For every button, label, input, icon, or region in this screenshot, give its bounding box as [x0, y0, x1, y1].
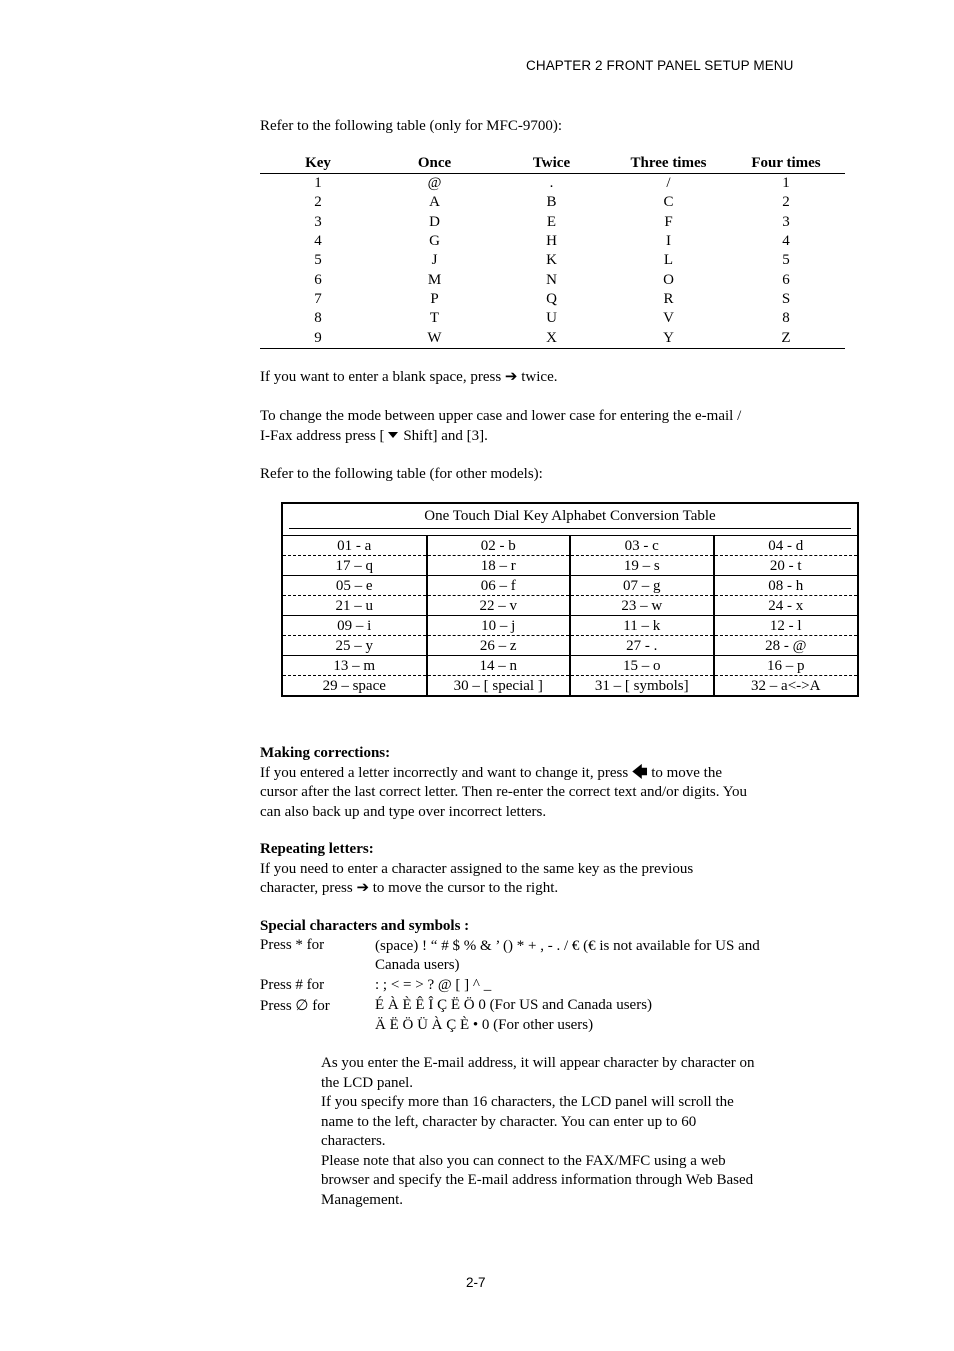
table-row — [260, 193, 845, 212]
table-cell: 3 — [314, 213, 322, 230]
table-cell: F — [664, 213, 673, 230]
table-cell: 06 – f — [427, 576, 571, 596]
corrections-line2: cursor after the last correct letter. Then re-enter the correct text and/or digits. You — [260, 784, 748, 800]
table-cell: 3 — [782, 213, 790, 230]
note-line: browser and specify the E-mail address information through Web Based — [321, 1172, 754, 1188]
header-key: Key — [260, 154, 376, 174]
table-cell: 5 — [314, 252, 322, 269]
table-cell: 2 — [314, 194, 322, 211]
table-cell: 16 – p — [714, 656, 858, 676]
table-cell: 6 — [782, 271, 790, 288]
note-line: If you specify more than 16 characters, the LCD panel will scroll the — [321, 1094, 734, 1110]
repeating-letters-section — [260, 840, 840, 899]
table-cell: G — [429, 233, 440, 250]
table-cell: 9 — [260, 328, 376, 348]
left-arrow-icon: 🡄 — [631, 762, 648, 781]
table-cell: Y — [610, 328, 727, 348]
header-three-times: Three times — [610, 154, 727, 174]
repeating-line2-before: character, press — [260, 880, 357, 896]
table-row — [283, 596, 857, 616]
notes-section — [321, 1054, 821, 1210]
header-once: Once — [376, 154, 493, 174]
table-cell: 04 - d — [714, 536, 858, 556]
table-cell: 15 – o — [570, 656, 714, 676]
table-cell: 05 – e — [283, 576, 427, 596]
table-cell: J — [431, 252, 438, 269]
repeating-line1: If you need to enter a character assigned to the same key as the previous — [260, 860, 694, 877]
repeating-line2-after: to move the cursor to the right. — [369, 880, 559, 896]
table-cell: 27 - . — [570, 636, 714, 656]
table-cell: I — [666, 233, 671, 250]
table-row — [260, 328, 845, 348]
blank-space-text — [260, 368, 557, 388]
table-row — [260, 270, 845, 289]
table-cell: 29 – space — [322, 677, 386, 694]
table-cell: N — [546, 271, 557, 288]
table-cell: 13 – m — [283, 656, 427, 676]
table-cell: 09 – i — [283, 616, 427, 636]
table-cell: W — [376, 328, 493, 348]
table-cell: D — [429, 213, 440, 230]
table-cell: 20 - t — [714, 556, 858, 576]
table-cell: S — [781, 290, 791, 307]
table-cell: . — [549, 175, 554, 192]
table-cell: X — [493, 328, 610, 348]
table-cell: 1 — [314, 175, 322, 192]
table-cell: K — [546, 252, 557, 269]
table-cell: Q — [546, 290, 557, 307]
table-cell: E — [546, 213, 557, 230]
table-cell: O — [663, 271, 674, 288]
corrections-line1-before: If you entered a letter incorrectly and want to change it, press — [260, 764, 632, 781]
table-cell: R — [663, 290, 674, 307]
press-star-value: (space) ! “ # $ % & ’ () * + , - . / € (€ is not available for US and Canada users) — [375, 937, 760, 973]
table-cell: @ — [427, 175, 442, 192]
note-line: Management. — [321, 1191, 404, 1208]
table-cell: 8 — [314, 310, 322, 327]
note-line: Please note that also you can connect to the FAX/MFC using a web — [321, 1152, 726, 1169]
table-cell: 02 - b — [427, 536, 571, 556]
header-four-times: Four times — [727, 154, 845, 174]
table-cell: 10 – j — [427, 616, 571, 636]
corrections-line1-after: to move the — [647, 764, 723, 781]
table-cell: 2 — [782, 194, 790, 211]
table-cell: 28 - @ — [714, 636, 858, 656]
table-cell: 21 – u — [283, 596, 427, 616]
one-touch-table — [281, 502, 859, 697]
press-empty-set-value: É À È Ê Î Ç Ë Ö 0 (For US and Canada users) Ä Ë Ö Ü À Ç È • 0 (For other users) — [375, 997, 653, 1033]
case-mode-line1: To change the mode between upper case and lower case for entering the e-mail / — [260, 408, 742, 424]
press-star-label: Press * for — [260, 936, 325, 953]
table-cell: 31 – [ symbols] — [570, 676, 714, 696]
note-line: characters. — [321, 1133, 386, 1149]
right-arrow-icon: ➔ — [504, 367, 518, 385]
table-cell: 03 - c — [570, 536, 714, 556]
table-row — [283, 556, 857, 576]
table-cell: 30 – [ special ] — [427, 676, 571, 696]
table-cell: T — [429, 310, 440, 327]
press-hash-label: Press # for — [260, 976, 325, 993]
note-line: the LCD panel. — [321, 1074, 414, 1091]
table-row — [260, 251, 845, 270]
repeating-letters-heading: Repeating letters: — [260, 841, 374, 857]
table-row — [283, 676, 857, 696]
table-cell: 8 — [782, 310, 790, 327]
table-row — [283, 616, 857, 636]
page-header: CHAPTER 2 FRONT PANEL SETUP MENU — [526, 58, 794, 73]
table-cell: 22 – v — [427, 596, 571, 616]
special-characters-section — [260, 917, 840, 1037]
table-cell: H — [546, 233, 557, 250]
table-cell: 6 — [314, 271, 322, 288]
table-row — [283, 536, 857, 556]
table-cell: 11 – k — [570, 616, 714, 636]
down-triangle-icon — [388, 432, 398, 438]
table-cell: Z — [727, 328, 845, 348]
table-cell: 19 – s — [570, 556, 714, 576]
making-corrections-section — [260, 744, 840, 822]
note-line: name to the left, character by character. You can enter up to 60 — [321, 1113, 697, 1130]
one-touch-table-title: One Touch Dial Key Alphabet Conversion Table — [289, 504, 851, 529]
table-cell: / — [666, 175, 671, 192]
table-cell: V — [663, 310, 674, 327]
blank-space-text-after: twice. — [517, 369, 558, 385]
table-cell: 12 - l — [714, 616, 858, 636]
table-cell: 26 – z — [427, 636, 571, 656]
table-cell: 07 – g — [570, 576, 714, 596]
table-cell: P — [430, 290, 439, 307]
table-cell: 32 – a<->A — [714, 676, 858, 696]
key-table — [260, 154, 845, 349]
table-row — [260, 174, 845, 194]
table-cell: C — [663, 194, 674, 211]
table-row — [283, 656, 857, 676]
table-cell: 4 — [782, 233, 790, 250]
table-row — [260, 290, 845, 309]
intro-text-other-models: Refer to the following table (for other models): — [260, 466, 543, 482]
note-line: As you enter the E-mail address, it will appear character by character on — [321, 1055, 755, 1071]
case-mode-text — [260, 407, 741, 446]
table-cell: 4 — [314, 233, 322, 250]
table-cell: 1 — [782, 175, 790, 192]
corrections-line3: can also back up and type over incorrect letters. — [260, 803, 547, 820]
page-number: 2-7 — [466, 1275, 486, 1290]
table-row — [260, 213, 845, 232]
making-corrections-heading: Making corrections: — [260, 745, 391, 761]
intro-text-mfc9700: Refer to the following table (only for MFC-9700): — [260, 118, 563, 134]
table-cell: U — [546, 310, 557, 327]
table-cell: M — [427, 271, 442, 288]
key-table-header — [260, 154, 845, 174]
table-cell: B — [546, 194, 557, 211]
table-row — [283, 636, 857, 656]
table-cell: 5 — [782, 252, 790, 269]
table-cell: 7 — [314, 290, 322, 307]
table-cell: 17 – q — [283, 556, 427, 576]
header-twice: Twice — [493, 154, 610, 174]
table-cell: 24 - x — [714, 596, 858, 616]
case-mode-line2-before: I-Fax address press [ — [260, 427, 385, 444]
table-cell: 08 - h — [714, 576, 858, 596]
table-cell: 23 – w — [570, 596, 714, 616]
table-row — [283, 576, 857, 596]
table-cell: L — [663, 252, 674, 269]
table-cell: 14 – n — [427, 656, 571, 676]
table-cell: 01 - a — [283, 536, 427, 556]
blank-space-text-before: If you want to enter a blank space, press — [260, 369, 505, 385]
press-hash-value: : ; < = > ? @ [ ] ^ _ — [375, 976, 492, 993]
table-row — [260, 309, 845, 328]
press-empty-set-label: Press ∅ for — [260, 998, 330, 1014]
special-characters-heading: Special characters and symbols : — [260, 918, 470, 934]
case-mode-line2-after: Shift] and [3]. — [399, 427, 488, 444]
right-arrow-icon: ➔ — [356, 878, 370, 896]
table-cell: 18 – r — [427, 556, 571, 576]
table-cell: A — [429, 194, 440, 211]
table-cell: 25 – y — [283, 636, 427, 656]
table-row — [260, 232, 845, 251]
